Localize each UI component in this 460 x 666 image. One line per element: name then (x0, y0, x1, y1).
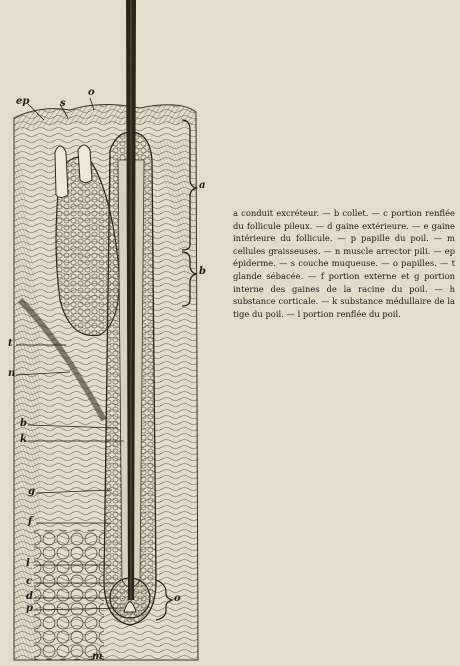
label-s: s (60, 98, 66, 109)
label-ep: ep (16, 96, 30, 107)
label-o-bottom: o (174, 593, 181, 604)
fat-cells (34, 530, 104, 660)
label-b-left: b (20, 418, 27, 429)
label-f: f (28, 516, 33, 527)
label-l: l (26, 558, 30, 569)
label-d: d (26, 591, 33, 602)
label-n: n (8, 368, 16, 379)
label-k: k (20, 434, 27, 445)
label-m: m (92, 651, 103, 662)
figure-caption: a conduit excréteur. — b collet. — c portion renflée du follicule pileux. — d gaine extérieure. — e gaine intérieure du follicule. — p papille du poil. — m cellules graisseuses. — n muscle arrector pili. — ep épiderme. — s couche muqueuse. — o papilles. — t glande sébacée. — f portion externe et g portion interne des gaines de la racine du poil. — h substance corticale. — k substance médullaire de la tige du poil. — l portion renflée du poil. (233, 208, 455, 319)
label-g: g (28, 486, 35, 497)
label-a: a (199, 180, 206, 191)
label-b-right: b (199, 266, 206, 277)
label-o-top: o (88, 87, 95, 98)
label-c: c (26, 576, 33, 587)
label-t: t (8, 338, 13, 349)
excretory-duct (55, 146, 68, 198)
label-p: p (26, 603, 33, 614)
